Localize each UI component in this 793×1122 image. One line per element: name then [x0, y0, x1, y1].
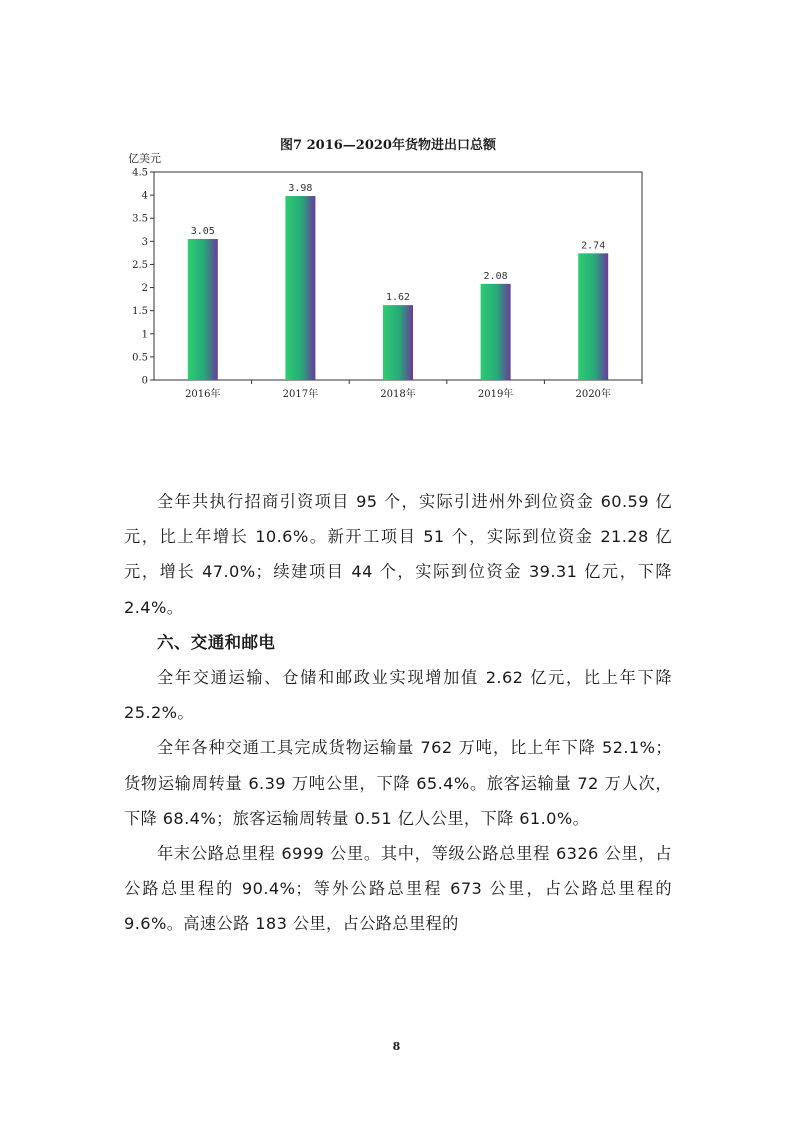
data-label: 2.08 [483, 270, 508, 282]
x-tick-label: 2016年 [185, 389, 221, 400]
bar-2018年 [383, 305, 413, 380]
y-tick-label: 4 [141, 190, 148, 202]
y-tick-label: 1.5 [132, 306, 148, 318]
page-number: 8 [392, 1040, 401, 1053]
section-heading-transport: 六、交通和邮电 [157, 632, 276, 652]
bar-2017年 [285, 196, 315, 380]
paragraph-freight-passenger: 全年各种交通工具完成货物运输量 762 万吨，比上年下降 52.1%；货物运输周转量 6.39 万吨公里，下降 65.4%。旅客运输量 72 万人次，下降 68.4%；旅客运输周转量 0.51 亿人公里，下降 61.0%。 [124, 738, 672, 828]
bar-2019年 [481, 284, 511, 380]
paragraph-transport-value: 全年交通运输、仓储和邮政业实现增加值 2.62 亿元，比上年下降 25.2%。 [124, 668, 672, 723]
y-tick-label: 0 [141, 375, 148, 387]
paragraph-highway-mileage: 年末公路总里程 6999 公里。其中，等级公路总里程 6326 公里，占公路总里程的 90.4%；等外公路总里程 673 公里，占公路总里程的 9.6%。高速公路 183 公里，占公路总里程的 [124, 844, 672, 934]
bar-2016年 [188, 239, 218, 380]
y-tick-label: 3.5 [132, 213, 148, 225]
y-tick-label: 3 [141, 236, 148, 248]
data-label: 2.74 [581, 240, 606, 252]
data-label: 3.98 [288, 183, 313, 195]
data-label: 3.05 [190, 226, 215, 238]
x-tick-label: 2018年 [380, 389, 416, 400]
body-text [124, 484, 672, 942]
bar-2020年 [578, 253, 608, 380]
y-tick-label: 1 [141, 329, 148, 341]
y-axis-unit-label: 亿美元 [128, 152, 161, 165]
chart-title: 图7 2016—2020年货物进出口总额 [280, 138, 496, 153]
chart-canvas [118, 130, 658, 410]
y-tick-label: 2 [141, 283, 148, 295]
y-tick-label: 0.5 [132, 352, 148, 364]
x-tick-label: 2017年 [282, 389, 319, 400]
y-tick-label: 2.5 [132, 259, 148, 271]
x-tick-label: 2020年 [575, 389, 611, 400]
data-label: 1.62 [385, 292, 411, 304]
bar-chart [118, 130, 658, 410]
x-tick-label: 2019年 [477, 389, 514, 400]
y-tick-label: 4.5 [132, 167, 148, 179]
paragraph-investment: 全年共执行招商引资项目 95 个，实际引进州外到位资金 60.59 亿元，比上年增长 10.6%。新开工项目 51 个，实际到位资金 21.28 亿元，增长 47.0%；续建项目 44 个，实际到位资金 39.31 亿元，下降 2.4%。 [124, 492, 672, 617]
